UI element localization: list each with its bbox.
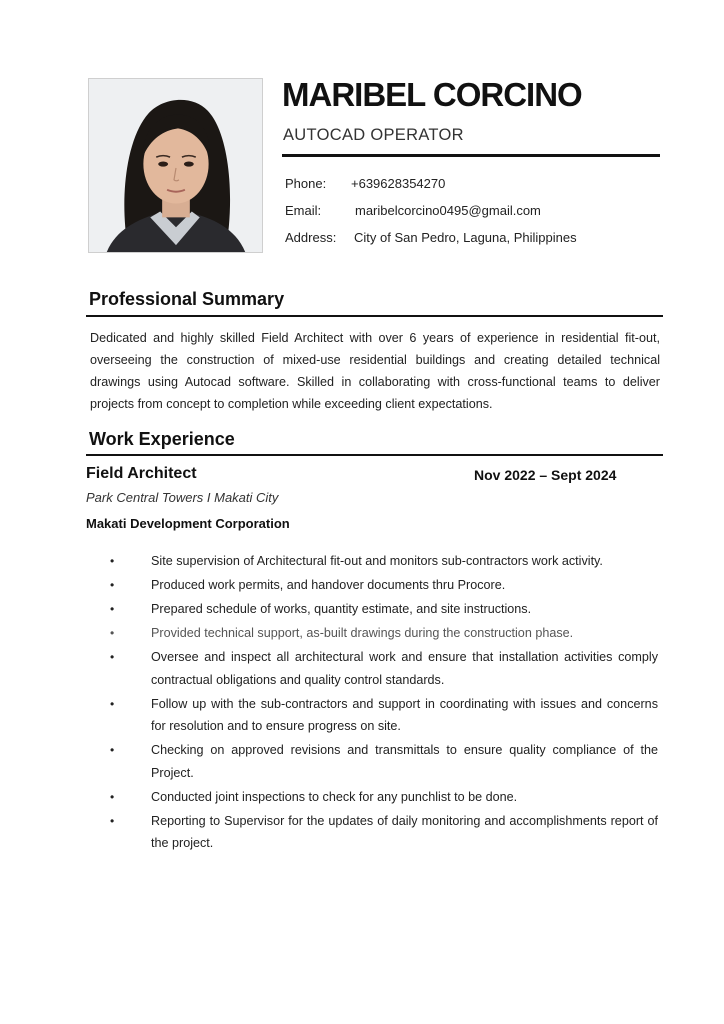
- bullet-icon: •: [110, 554, 115, 568]
- list-item: [0, 786, 658, 809]
- phone-value: +639628354270: [351, 176, 446, 191]
- contact-row-email: [285, 197, 577, 224]
- list-item: [0, 646, 658, 691]
- profile-photo: [88, 78, 263, 253]
- job-title: AUTOCAD OPERATOR: [283, 126, 464, 144]
- email-label: Email:: [285, 203, 322, 218]
- duty-text: Prepared schedule of works, quantity estimate, and site instructions.: [151, 602, 532, 616]
- list-item: [0, 550, 658, 573]
- address-label: Address:: [285, 230, 337, 245]
- address-value: City of San Pedro, Laguna, Philippines: [354, 230, 577, 245]
- bullet-icon: •: [110, 743, 115, 757]
- contact-row-address: [285, 224, 577, 251]
- bullet-icon: •: [110, 626, 115, 640]
- bullet-icon: •: [110, 650, 115, 664]
- bullet-icon: •: [110, 578, 115, 592]
- bullet-icon: •: [110, 602, 115, 616]
- email-value: maribelcorcino0495@gmail.com: [355, 203, 541, 218]
- phone-label: Phone:: [285, 176, 327, 191]
- list-item: [0, 739, 658, 784]
- contact-block: [285, 170, 577, 251]
- duty-text: Reporting to Supervisor for the updates of daily monitoring and accomplishments report of the project.: [151, 813, 658, 850]
- duty-text: Produced work permits, and handover documents thru Procore.: [151, 578, 506, 592]
- role-location: Park Central Towers I Makati City: [86, 490, 279, 505]
- duty-text: Oversee and inspect all architectural work and ensure that installation activities comply contractual obligations and quality control standards.: [151, 650, 658, 687]
- experience-heading: Work Experience: [89, 429, 235, 449]
- list-item: [0, 810, 658, 855]
- duty-text: Site supervision of Architectural fit-out and monitors sub-contractors work activity.: [151, 554, 603, 568]
- duty-text: Provided technical support, as-built drawings during the construction phase.: [151, 626, 574, 640]
- bullet-icon: •: [110, 813, 115, 828]
- role-title: Field Architect: [86, 465, 197, 482]
- role-dates: Nov 2022 – Sept 2024: [474, 467, 617, 483]
- duty-text: Follow up with the sub-contractors and support in coordinating with issues and concerns for resolution and to ensure progress on site.: [151, 696, 658, 733]
- list-item: [0, 622, 658, 645]
- header-divider: [282, 154, 660, 157]
- list-item: [0, 574, 658, 597]
- summary-text: Dedicated and highly skilled Field Architect with over 6 years of experience in residential fit-out, overseeing the construction of mixed-use residential buildings and creating detailed technical drawings using Autocad software. Skilled in collaborating with cross-functional teams to deliver projects from concept to completion while exceeding client expectations.: [90, 331, 660, 411]
- list-item: [0, 598, 658, 621]
- list-item: [0, 693, 658, 738]
- company-name: Makati Development Corporation: [86, 516, 290, 531]
- duty-text: Checking on approved revisions and transmittals to ensure quality compliance of the Project.: [151, 743, 658, 780]
- contact-row-phone: [285, 170, 577, 197]
- portrait-image: [89, 79, 262, 252]
- experience-divider: [86, 454, 663, 456]
- duties-list: [0, 550, 724, 856]
- duty-text: Conducted joint inspections to check for any punchlist to be done.: [151, 789, 518, 804]
- summary-heading: Professional Summary: [89, 289, 285, 309]
- summary-divider: [86, 315, 663, 317]
- candidate-name: MARIBEL CORCINO: [282, 76, 582, 113]
- bullet-icon: •: [110, 789, 115, 804]
- bullet-icon: •: [110, 696, 115, 711]
